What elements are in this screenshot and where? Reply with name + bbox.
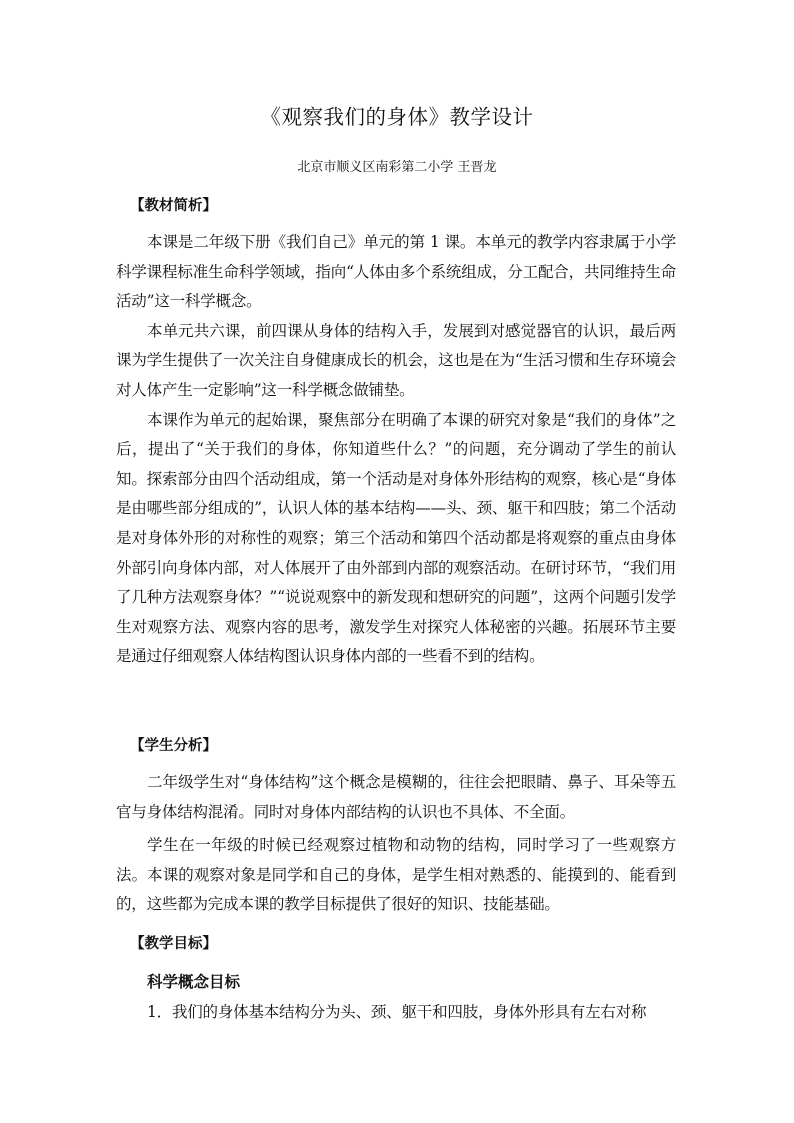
document-title: 《观察我们的身体》教学设计 (260, 105, 534, 129)
goal-list (116, 998, 676, 1028)
list-item: 1．我们的身体基本结构分为头、颈、躯干和四肢，身体外形具有左右对称 (147, 1003, 647, 1021)
subsection-heading: 科学概念目标 (147, 973, 241, 991)
paragraph: 学生在一年级的时候已经观察过植物和动物的结构，同时学习了一些观察方法。本课的观察对象是同学和自己的身体，是学生相对熟悉的、能摸到的、能看到的，这些都为完成本课的教学目标提供了很好的知识、技能基础。 (116, 836, 676, 914)
section-teaching-goals (116, 932, 676, 956)
section-heading: 【教学目标】 (130, 936, 217, 952)
section-student-body (116, 768, 676, 920)
author-line: 北京市顺义区南彩第二小学 王晋龙 (297, 160, 497, 175)
section-textbook-body (116, 228, 676, 672)
section-student-analysis (116, 734, 676, 758)
section-textbook-analysis (116, 194, 676, 218)
paragraph: 本单元共六课，前四课从身体的结构入手，发展到对感觉器官的认识，最后两课为学生提供了一次关注自身健康成长的机会，这也是在为“生活习惯和生存环境会对人体产生一定影响”这一科学概念做铺垫。 (116, 321, 676, 399)
paragraph: 本课是二年级下册《我们自己》单元的第 1 课。本单元的教学内容隶属于小学科学课程标准生命科学领域，指向“人体由多个系统组成，分工配合，共同维持生命活动”这一科学概念。 (116, 233, 676, 311)
section-heading: 【学生分析】 (130, 738, 217, 754)
paragraph: 二年级学生对“身体结构”这个概念是模糊的，往往会把眼睛、鼻子、耳朵等五官与身体结构混淆。同时对身体内部结构的认识也不具体、不全面。 (116, 773, 676, 821)
paragraph: 本课作为单元的起始课，聚焦部分在明确了本课的研究对象是“我们的身体”之后，提出了“关于我们的身体，你知道些什么？”的问题，充分调动了学生的前认知。探索部分由四个活动组成，第一个活动是对身体外形结构的观察，核心是“身体是由哪些部分组成的”，认识人体的基本结构——头、颈、躯干和四肢；第二个活动是对身体外形的对称性的观察；第三个活动和第四个活动都是将观察的重点由身体外部引向身体内部，对人体展开了由外部到内部的观察活动。在研讨环节，“我们用了几种方法观察身体？”“说说观察中的新发现和想研究的问题”，这两个问题引发学生对观察方法、观察内容的思考，激发学生对探究人体秘密的兴趣。拓展环节主要是通过仔细观察人体结构图认识身体内部的一些看不到的结构。 (116, 410, 676, 666)
goal-subsection (116, 970, 676, 994)
section-heading: 【教材简析】 (130, 198, 217, 214)
